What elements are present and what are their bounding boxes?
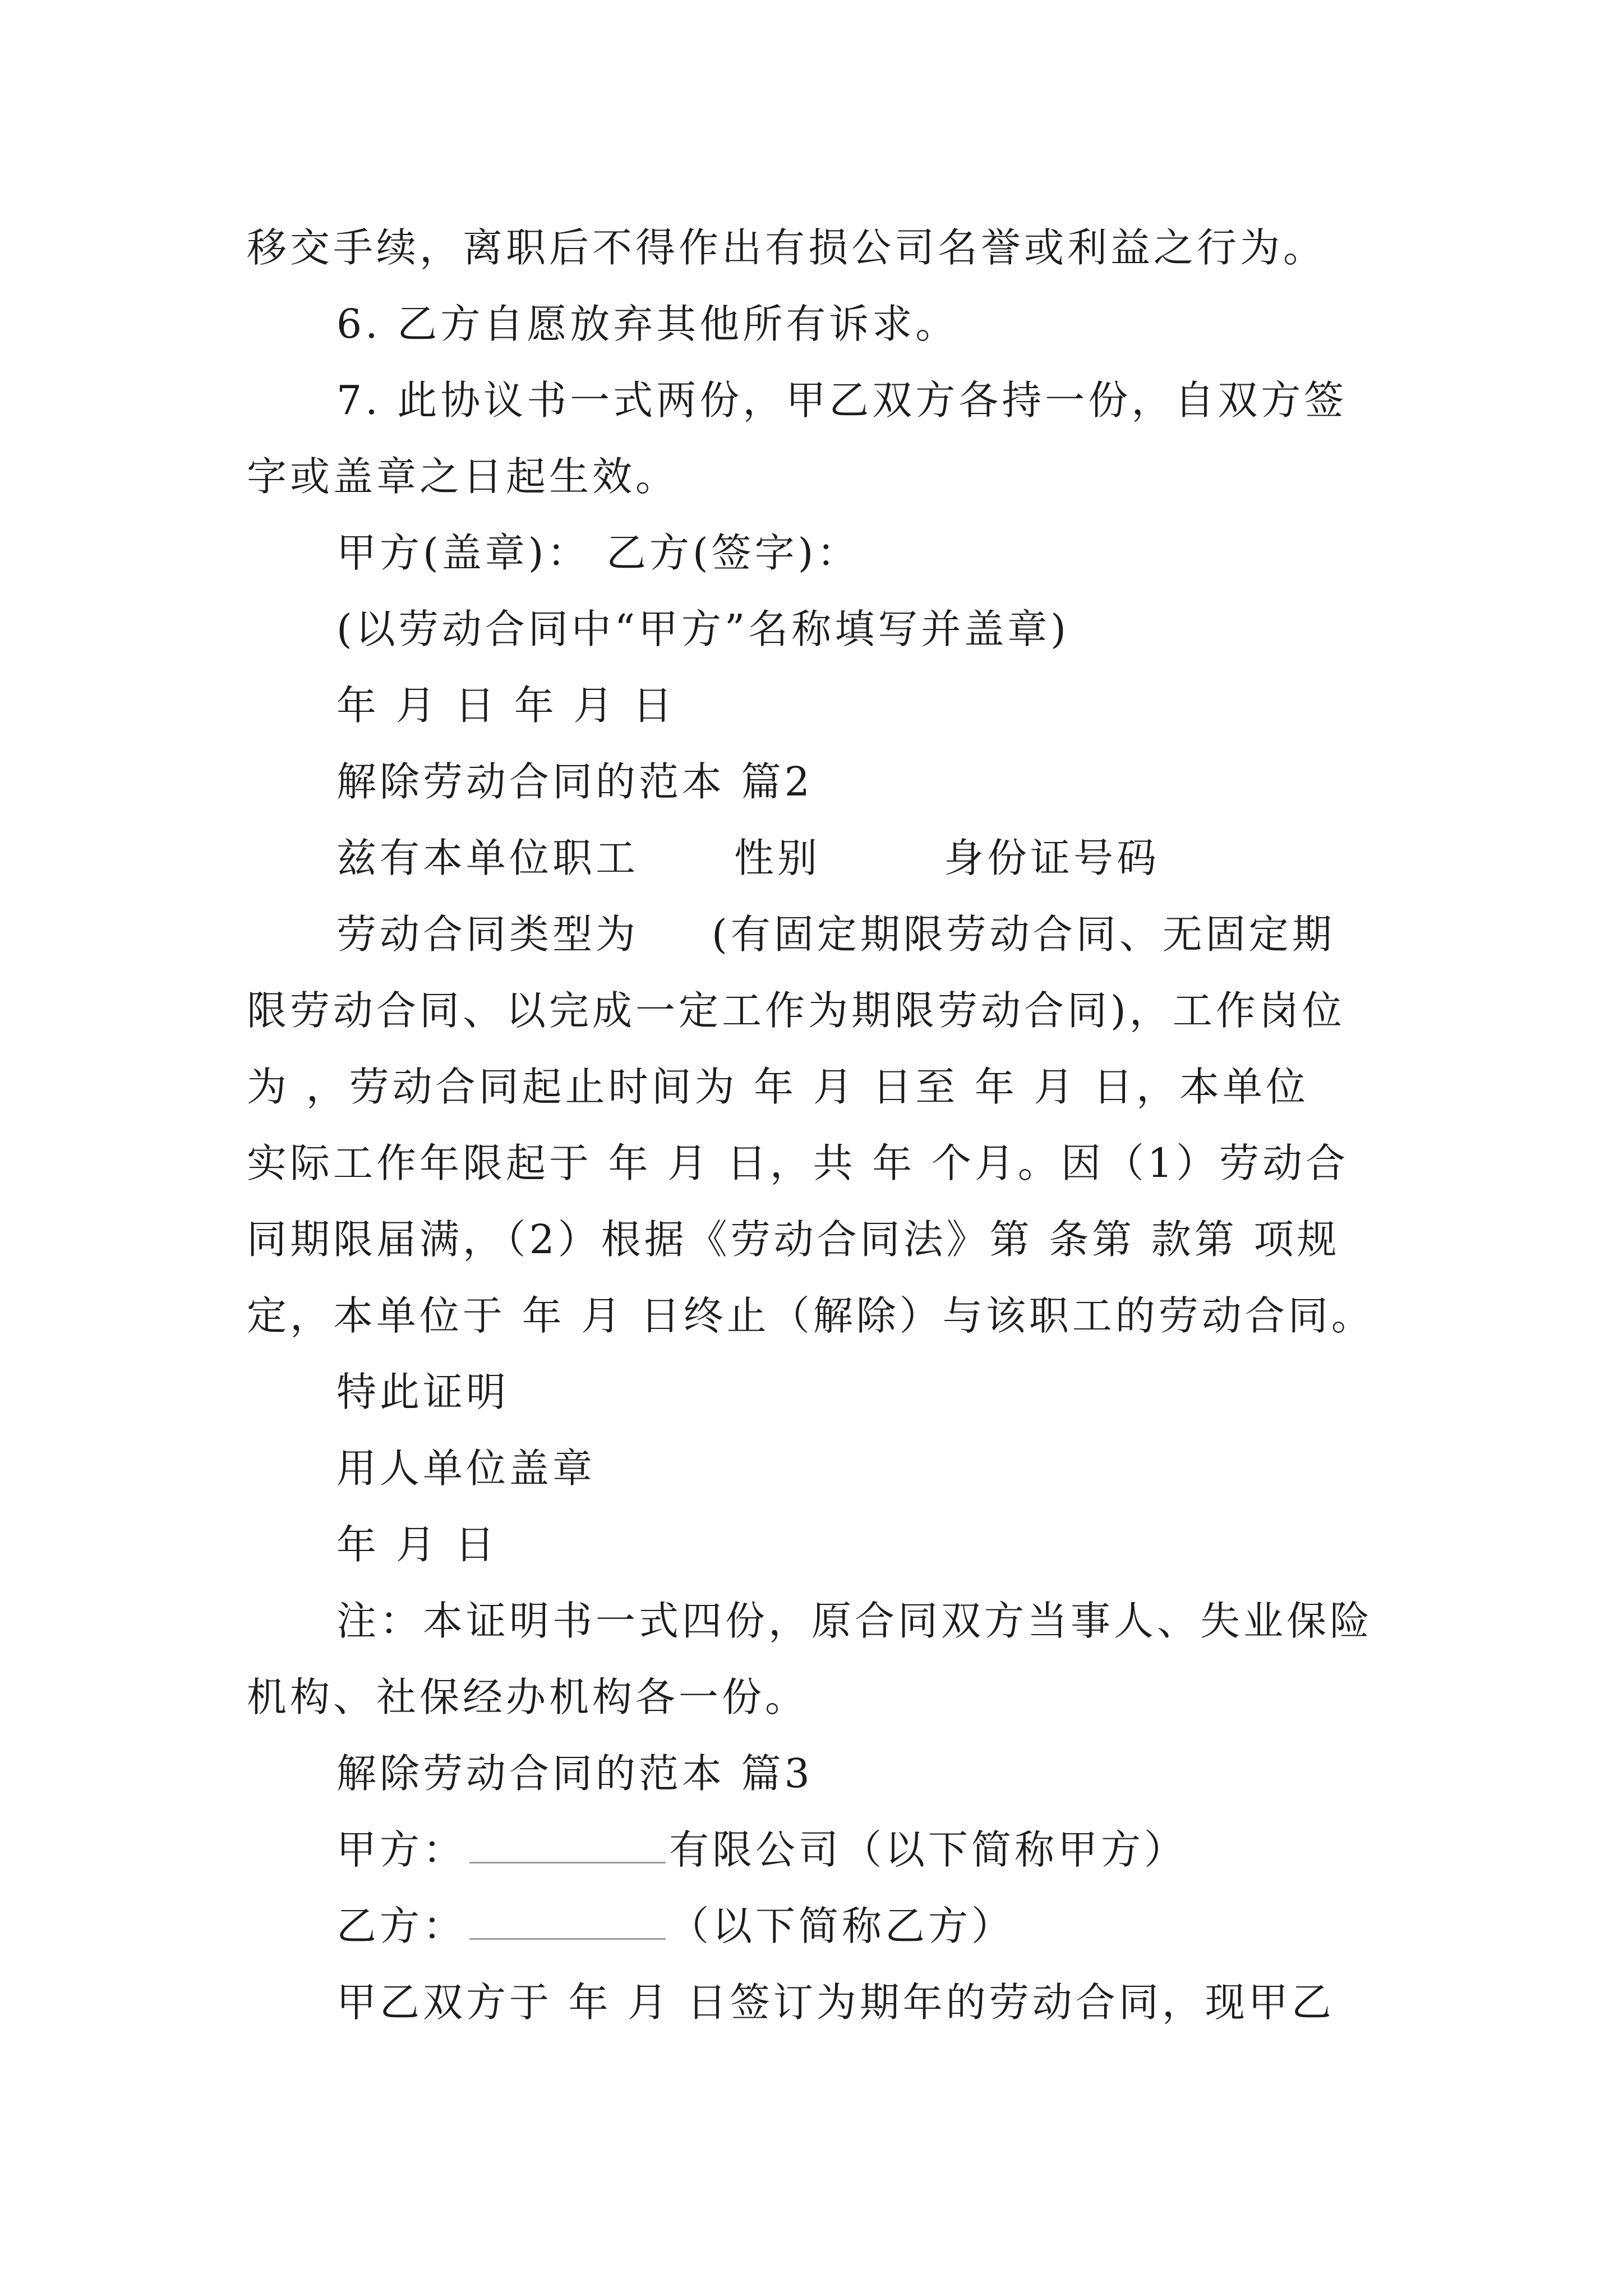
text-line: 为 ，劳动合同起止时间为 年 月 日至 年 月 日，本单位 (247, 1064, 1309, 1110)
section-heading: 解除劳动合同的范本 篇2 (336, 758, 813, 805)
party-a-suffix: 有限公司（以下简称甲方） (669, 1826, 1188, 1873)
party-b-suffix: （以下简称乙方） (669, 1903, 1015, 1949)
text-line: 6. 乙方自愿放弃其他所有诉求。 (336, 301, 959, 347)
text-line: 甲乙双方于 年 月 日签订为期年的劳动合同，现甲乙 (336, 1979, 1335, 2026)
party-a-label: 甲方： (336, 1826, 467, 1873)
section-heading: 解除劳动合同的范本 篇3 (336, 1750, 813, 1797)
text-line: 移交手续，离职后不得作出有损公司名誉或利益之行为。 (247, 224, 1327, 271)
text-line: 特此证明 (336, 1369, 510, 1415)
text-line: 字或盖章之日起生效。 (247, 453, 679, 500)
note-line: 注：本证明书一式四份，原合同双方当事人、失业保险 (336, 1598, 1373, 1644)
text-line (336, 907, 1335, 963)
text-line: (以劳动合同中“甲方”名称填写并盖章) (336, 606, 1069, 652)
contract-type-label: 劳动合同类型为 (336, 911, 639, 958)
party-b-line (336, 1898, 1015, 1954)
text-line: 用人单位盖章 (336, 1445, 596, 1492)
text-line: 定，本单位于 年 月 日终止（解除）与该职工的劳动合同。 (247, 1292, 1375, 1339)
note-line: 机构、社保经办机构各一份。 (247, 1674, 809, 1720)
id-number-label: 身份证号码 (944, 835, 1160, 881)
employee-label: 兹有本单位职工 (336, 835, 639, 881)
text-line: 限劳动合同、以完成一定工作为期限劳动合同)，工作岗位 (247, 987, 1345, 1034)
party-b-label: 乙方： (336, 1903, 467, 1949)
date-line: 年 月 日 年 月 日 (336, 682, 676, 729)
party-a-blank (469, 1860, 666, 1864)
date-line: 年 月 日 (336, 1521, 499, 1568)
party-a-line (336, 1822, 1187, 1878)
gender-label: 性别 (734, 835, 821, 881)
text-line: 实际工作年限起于 年 月 日，共 年 个月。因（1）劳动合 (247, 1140, 1349, 1186)
text-line: 同期限届满，（2）根据《劳动合同法》第 条第 款第 项规 (247, 1216, 1340, 1263)
signature-labels: 甲方(盖章)： 乙方(签字)： (336, 530, 860, 576)
contract-type-options: (有固定期限劳动合同、无固定期 (712, 911, 1335, 958)
form-line (336, 830, 1160, 886)
party-b-blank (469, 1936, 666, 1940)
text-line: 7. 此协议书一式两份，甲乙双方各持一份，自双方签 (336, 377, 1348, 424)
